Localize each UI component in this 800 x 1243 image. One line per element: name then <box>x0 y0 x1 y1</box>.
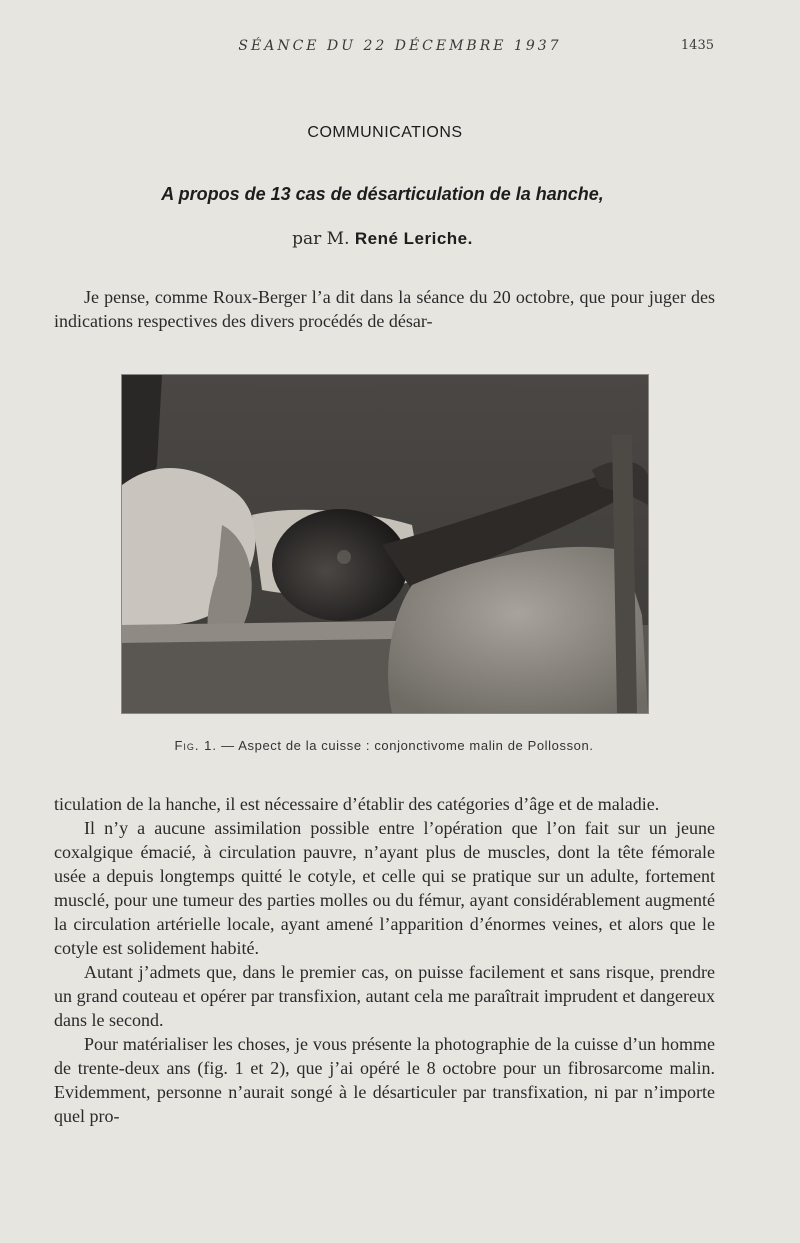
continuation-paragraph: ticulation de la hanche, il est nécessaire d’établir des catégories d’âge et de maladie. <box>54 794 660 814</box>
byline-prefix: par M. <box>292 229 350 249</box>
figure-caption <box>0 738 768 753</box>
running-head <box>0 38 800 58</box>
body-paragraph-2: Autant j’admets que, dans le premier cas, on puisse facilement et sans risque, prendre un grand couteau et opérer par transfixion, autant cela me paraîtrait imprudent et dangereux dans le second. <box>54 962 715 1030</box>
figure-caption-dash: — <box>221 738 235 753</box>
page-number: 1435 <box>680 38 714 53</box>
figure-photograph <box>122 375 648 713</box>
tumor-highlight <box>337 550 351 564</box>
intro-line-2: que pour juger des indications respectives des divers procédés de désar- <box>54 287 715 331</box>
body-paragraph-1: Il n’y a aucune assimilation possible entre l’opération que l’on fait sur un jeune coxalgique émacié, à circulation pauvre, n’ayant plus de muscles, dont la tête fémorale usée a depuis longtemps quitté le cotyle, et celle qui se pratique sur un adulte, fortement musclé, pour une tumeur des parties molles ou du fémur, ayant considérablement augmenté la circulation artérielle locale, ayant amené l’apparition d’énormes veines, et alors que le cotyle est solidement habité. <box>54 818 715 958</box>
figure-caption-text: Aspect de la cuisse : conjonctivome malin de Pollosson. <box>238 738 594 753</box>
figure-label: Fig. 1. <box>174 738 217 753</box>
figure-image <box>122 375 648 713</box>
running-title: SÉANCE DU 22 DÉCEMBRE 1937 <box>238 38 562 54</box>
thigh-tumor <box>272 509 408 621</box>
intro-line-1: Je pense, comme Roux-Berger l’a dit dans la séance du 20 octobre, <box>84 287 575 307</box>
author-name: René Leriche. <box>354 229 473 248</box>
body-paragraph-3: Pour matérialiser les choses, je vous présente la photographie de la cuisse d’un homme de trente-deux ans (fig. 1 et 2), que j’ai opéré le 8 octobre pour un fibrosarcome malin. Evidemment, personne n’aurait songé à le désarticuler par transfixation, ni par n’importe quel pro- <box>54 1034 715 1126</box>
body-text <box>54 792 715 1128</box>
byline <box>0 229 765 249</box>
section-heading: COMMUNICATIONS <box>307 124 463 141</box>
article-title: A propos de 13 cas de désarticulation de la hanche, <box>161 184 604 204</box>
intro-paragraph <box>54 285 715 333</box>
